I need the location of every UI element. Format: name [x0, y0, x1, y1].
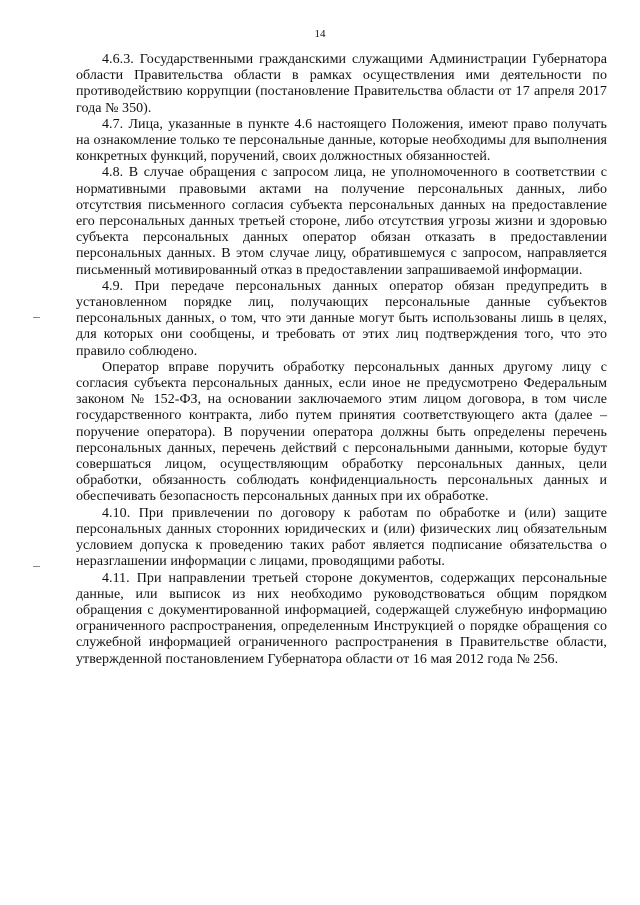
paragraph-4-9: 4.9. При передаче персональных данных оператор обязан предупредить в установленном порядке лиц, получающих персональные данные субъектов персональных данных, о том, что эти данные могут быть использованы лишь в целях, для которых они сообщены, и требовать от этих лиц подтверждения того, что это правило соблюдено.	[76, 278, 607, 359]
page-number: 14	[314, 28, 326, 40]
margin-mark	[33, 317, 40, 318]
paragraph-4-11: 4.11. При направлении третьей стороне документов, содержащих персональные данные, или выписок из них необходимо руководствоваться общим порядком обращения с документированной информацией, содержащей служебную информацию ограниченного распространения, определенным Инструкцией о порядке обращения со служебной информацией ограниченного распространения в Правительстве области, утвержденной постановлением Губернатора области от 16 мая 2012 года № 256.	[76, 570, 607, 667]
document-body	[76, 52, 607, 668]
paragraph-4-10: 4.10. При привлечении по договору к работам по обработке и (или) защите персональных данных сторонних юридических и (или) физических лиц обязательным условием допуска к проведению таких работ является подписание обязательства о неразглашении информации с лицами, проводящими работы.	[76, 505, 607, 570]
paragraph-4-6-3: 4.6.3. Государственными гражданскими служащими Администрации Губернатора области Правительства области в рамках осуществления ими деятельности по противодействию коррупции (постановление Правительства области от 17 апреля 2017 года № 350).	[76, 52, 607, 116]
paragraph-4-8: 4.8. В случае обращения с запросом лица, не уполномоченного в соответствии с нормативными правовыми актами на получение персональных данных, либо отсутствия письменного согласия субъекта персональных данных на предоставление его персональных данных третьей стороне, либо отсутствия угрозы жизни и здоровью субъекта персональных данных оператор обязан отказать в предоставлении персональных данных. В этом случае лицу, обратившемуся с запросом, направляется письменный мотивированный отказ в предоставлении запрашиваемой информации.	[76, 165, 607, 278]
paragraph-4-7: 4.7. Лица, указанные в пункте 4.6 настоящего Положения, имеют право получать на ознакомление только те персональные данные, которые необходимы для выполнения конкретных функций, поручений, своих должностных обязанностей.	[76, 116, 607, 165]
paragraph-operator-assignment: Оператор вправе поручить обработку персональных данных другому лицу с согласия субъекта персональных данных, если иное не предусмотрено Федеральным законом № 152-ФЗ, на основании заключаемого этим лицом договора, в том числе государственного контракта, либо путем принятия соответствующего акта (далее – поручение оператора). В поручении оператора должны быть определены перечень персональных данных, перечень действий с персональными данными, которые будут совершаться лицом, осуществляющим обработку персональных данных, цели обработки, обязанность соблюдать конфиденциальность персональных данных и обеспечивать безопасность персональных данных при их обработке.	[76, 359, 607, 505]
margin-mark	[33, 566, 40, 567]
